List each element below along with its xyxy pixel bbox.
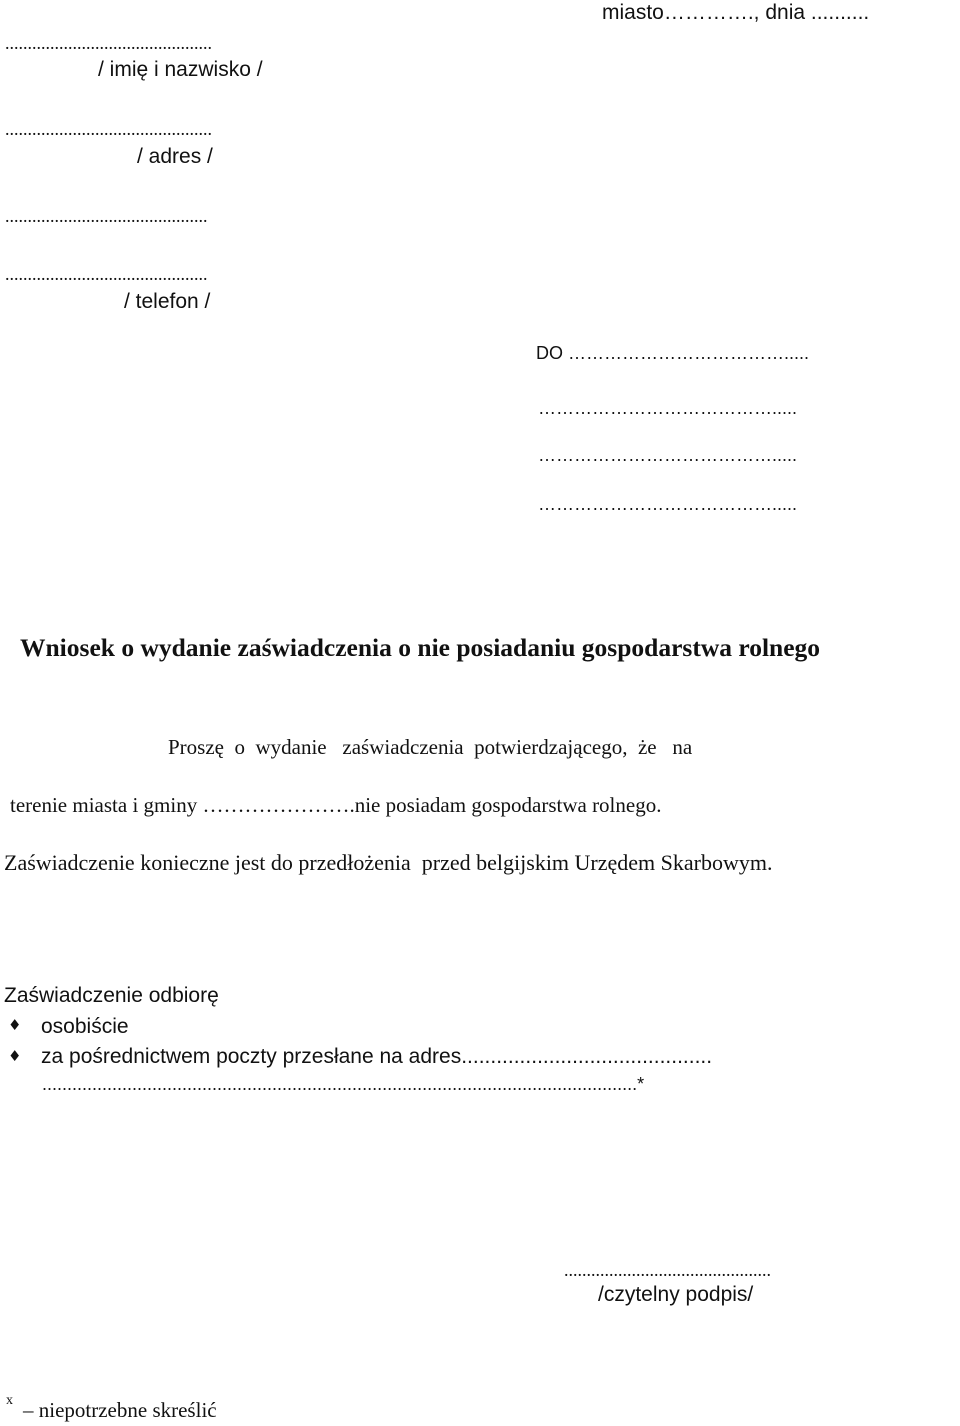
mail-address-continuation[interactable]: .......................................................................................................................* xyxy=(42,1074,645,1094)
recipient-line-3[interactable]: …………………………………..... xyxy=(538,445,798,465)
pickup-label: Zaświadczenie odbiorę xyxy=(4,984,219,1007)
request-paragraph-line-1: Proszę o wydanie zaświadczenia potwierdzającego, że na xyxy=(168,735,693,759)
place-date-line[interactable]: miasto…………., dnia .......... xyxy=(602,1,870,24)
recipient-to-line[interactable]: DO ………………………………..... xyxy=(536,343,810,363)
address-label: / adres / xyxy=(137,145,213,168)
footnote-text: – niepotrzebne skreślić xyxy=(23,1398,217,1422)
footnote-marker: x xyxy=(6,1393,13,1408)
recipient-line-2[interactable]: …………………………………..... xyxy=(538,398,798,418)
address-dots-1[interactable]: .............................................. xyxy=(5,119,212,139)
request-paragraph-line-2[interactable]: terenie miasta i gminy ………………….nie posiadam gospodarstwa rolnego. xyxy=(10,793,662,817)
name-label: / imię i nazwisko / xyxy=(98,58,263,81)
name-dots[interactable]: .............................................. xyxy=(5,33,212,53)
address-dots-2[interactable]: ............................................. xyxy=(5,206,208,226)
document-title: Wniosek o wydanie zaświadczenia o nie posiadaniu gospodarstwa rolnego xyxy=(20,633,821,662)
purpose-paragraph: Zaświadczenie konieczne jest do przedłożenia przed belgijskim Urzędem Skarbowym. xyxy=(4,850,773,875)
phone-dots[interactable]: ............................................. xyxy=(5,264,208,284)
signature-label: /czytelny podpis/ xyxy=(598,1283,754,1306)
phone-label: / telefon / xyxy=(124,290,211,313)
option-in-person[interactable]: osobiście xyxy=(41,1015,129,1038)
recipient-line-4[interactable]: …………………………………..... xyxy=(538,494,798,514)
signature-dots[interactable]: .............................................. xyxy=(564,1260,771,1280)
diamond-bullet-icon: ♦ xyxy=(8,1016,22,1034)
diamond-bullet-icon: ♦ xyxy=(8,1047,22,1065)
option-by-mail[interactable]: za pośrednictwem poczty przesłane na adres........................................... xyxy=(41,1045,713,1068)
